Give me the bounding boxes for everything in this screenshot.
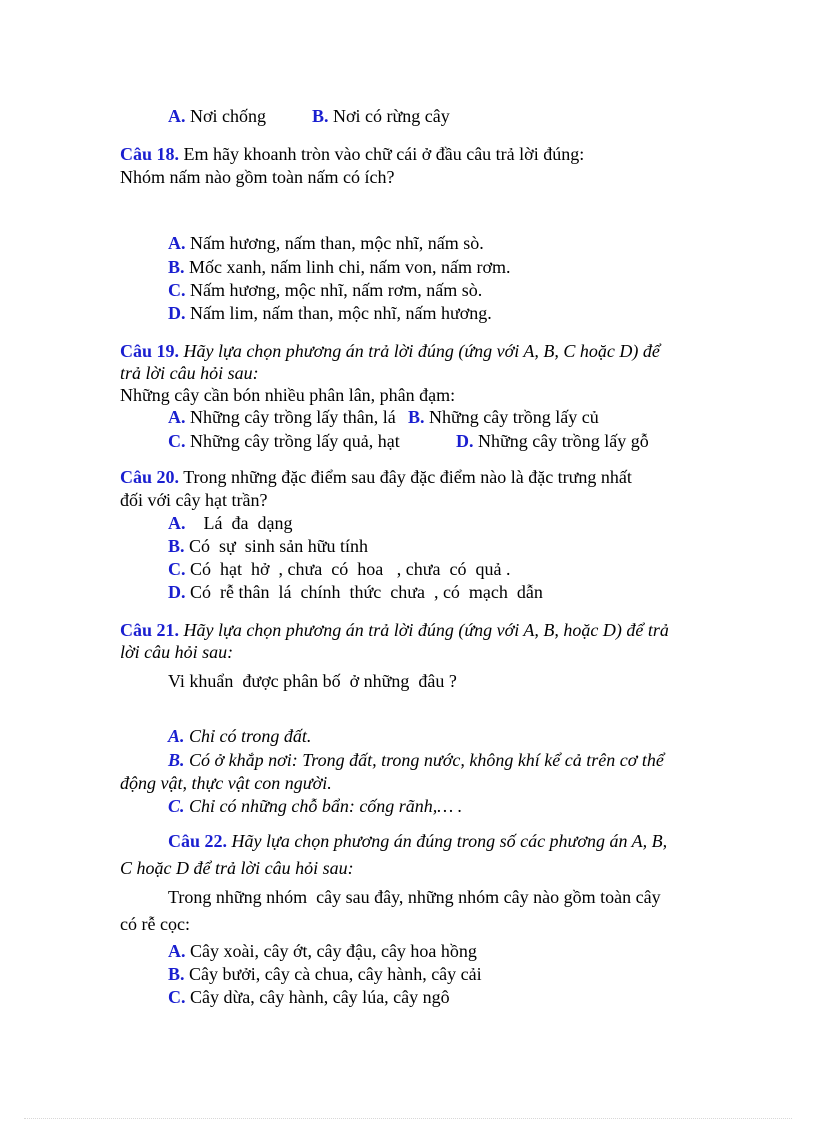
option-label: D. <box>168 303 186 323</box>
q22-option-b <box>168 963 482 985</box>
option-text: Những cây trồng lấy quả, hạt <box>185 431 400 451</box>
question-label: Câu 20. <box>120 467 180 487</box>
q22-prompt <box>168 830 667 852</box>
option-text: Cây xoài, cây ớt, cây đậu, cây hoa hồng <box>185 941 477 961</box>
q21-option-b-cont: động vật, thực vật con người. <box>120 773 332 793</box>
q22-question: Trong những nhóm cây sau đây, những nhóm cây nào gồm toàn cây <box>168 887 661 907</box>
q19-question: Những cây cần bón nhiều phân lân, phân đạm: <box>120 385 456 405</box>
option-label: B. <box>168 964 185 984</box>
option-label: A. <box>168 726 185 746</box>
q18-question: Nhóm nấm nào gồm toàn nấm có ích? <box>120 167 395 187</box>
question-label: Câu 22. <box>168 831 228 851</box>
option-text: Nơi chống <box>185 106 267 126</box>
question-label: Câu 19. <box>120 341 180 361</box>
q18-option-b <box>168 256 510 278</box>
option-label: B. <box>168 536 185 556</box>
question-prompt: Hãy lựa chọn phương án trả lời đúng (ứng với A, B, hoặc D) để trả <box>179 620 669 640</box>
option-label: B. <box>312 106 329 126</box>
q21-prompt-cont: lời câu hỏi sau: <box>120 642 234 662</box>
q20-prompt-cont: đối với cây hạt trần? <box>120 490 268 510</box>
q22-prompt-cont: C hoặc D để trả lời câu hỏi sau: <box>120 858 354 878</box>
option-text: Cây bưởi, cây cà chua, cây hành, cây cải <box>184 964 482 984</box>
option-label: D. <box>456 431 474 451</box>
page-bottom-divider <box>24 1118 792 1119</box>
option-text: Có hạt hở , chưa có hoa , chưa có quả . <box>185 559 511 579</box>
option-label: A. <box>168 106 186 126</box>
option-text: Có ở khắp nơi: Trong đất, trong nước, không khí kể cả trên cơ thể <box>184 750 664 770</box>
q22-option-a <box>168 940 477 962</box>
q19-option-b <box>408 406 599 428</box>
option-text: Những cây trồng lấy thân, lá <box>185 407 396 427</box>
q20-option-a <box>168 512 292 534</box>
option-label: A. <box>168 407 186 427</box>
question-label: Câu 18. <box>120 144 180 164</box>
option-text: Có sự sinh sản hữu tính <box>184 536 369 556</box>
option-text: Nấm lim, nấm than, mộc nhĩ, nấm hương. <box>185 303 492 323</box>
option-text: Chỉ có trong đất. <box>184 726 312 746</box>
option-text: Cây dừa, cây hành, cây lúa, cây ngô <box>185 987 450 1007</box>
question-prompt: Hãy lựa chọn phương án đúng trong số các phương án A, B, <box>227 831 668 851</box>
option-text: Lá đa dạng <box>185 513 293 533</box>
q19-prompt <box>120 340 660 362</box>
option-text: Chỉ có những chỗ bẩn: cống rãnh,… . <box>184 796 463 816</box>
q18-option-d <box>168 302 492 324</box>
question-prompt: Em hãy khoanh tròn vào chữ cái ở đầu câu trả lời đúng: <box>179 144 585 164</box>
option-label: C. <box>168 431 186 451</box>
option-text: Mốc xanh, nấm linh chi, nấm von, nấm rơm. <box>184 257 511 277</box>
option-label: A. <box>168 513 186 533</box>
option-label: D. <box>168 582 186 602</box>
option-text: Nấm hương, nấm than, mộc nhĩ, nấm sò. <box>185 233 484 253</box>
q20-prompt <box>120 466 632 488</box>
q19-option-d <box>456 430 649 452</box>
option-label: B. <box>168 257 185 277</box>
q22-question-cont: có rễ cọc: <box>120 914 190 934</box>
q19-option-c <box>168 430 400 452</box>
q19-option-a <box>168 406 396 428</box>
q19-prompt-cont: trả lời câu hỏi sau: <box>120 363 259 383</box>
q21-question: Vi khuẩn được phân bố ở những đâu ? <box>168 671 457 691</box>
option-text: Những cây trồng lấy củ <box>424 407 599 427</box>
q21-prompt <box>120 619 669 641</box>
option-label: A. <box>168 233 186 253</box>
option-text: Những cây trồng lấy gỗ <box>473 431 649 451</box>
q18-prompt <box>120 143 584 165</box>
option-label: A. <box>168 941 186 961</box>
q21-option-a <box>168 725 311 747</box>
option-label: C. <box>168 280 186 300</box>
question-prompt: Trong những đặc điểm sau đây đặc điểm nào là đặc trưng nhất <box>179 467 632 487</box>
option-text: Có rễ thân lá chính thức chưa , có mạch dẫn <box>185 582 543 602</box>
option-label: C. <box>168 987 186 1007</box>
question-label: Câu 21. <box>120 620 180 640</box>
q21-option-c <box>168 795 462 817</box>
question-prompt: Hãy lựa chọn phương án trả lời đúng (ứng với A, B, C hoặc D) để <box>179 341 660 361</box>
q20-option-d <box>168 581 543 603</box>
q21-option-b <box>168 749 664 771</box>
q20-option-b <box>168 535 368 557</box>
q18-option-c <box>168 279 482 301</box>
option-label: B. <box>408 407 425 427</box>
q20-option-c <box>168 558 510 580</box>
q18-option-a <box>168 232 484 254</box>
q17-options-line <box>168 105 266 127</box>
option-text: Nấm hương, mộc nhĩ, nấm rơm, nấm sò. <box>185 280 483 300</box>
option-label: C. <box>168 796 185 816</box>
q17-option-b <box>312 105 450 127</box>
q22-option-c <box>168 986 450 1008</box>
option-label: C. <box>168 559 186 579</box>
option-label: B. <box>168 750 185 770</box>
option-text: Nơi có rừng cây <box>328 106 450 126</box>
